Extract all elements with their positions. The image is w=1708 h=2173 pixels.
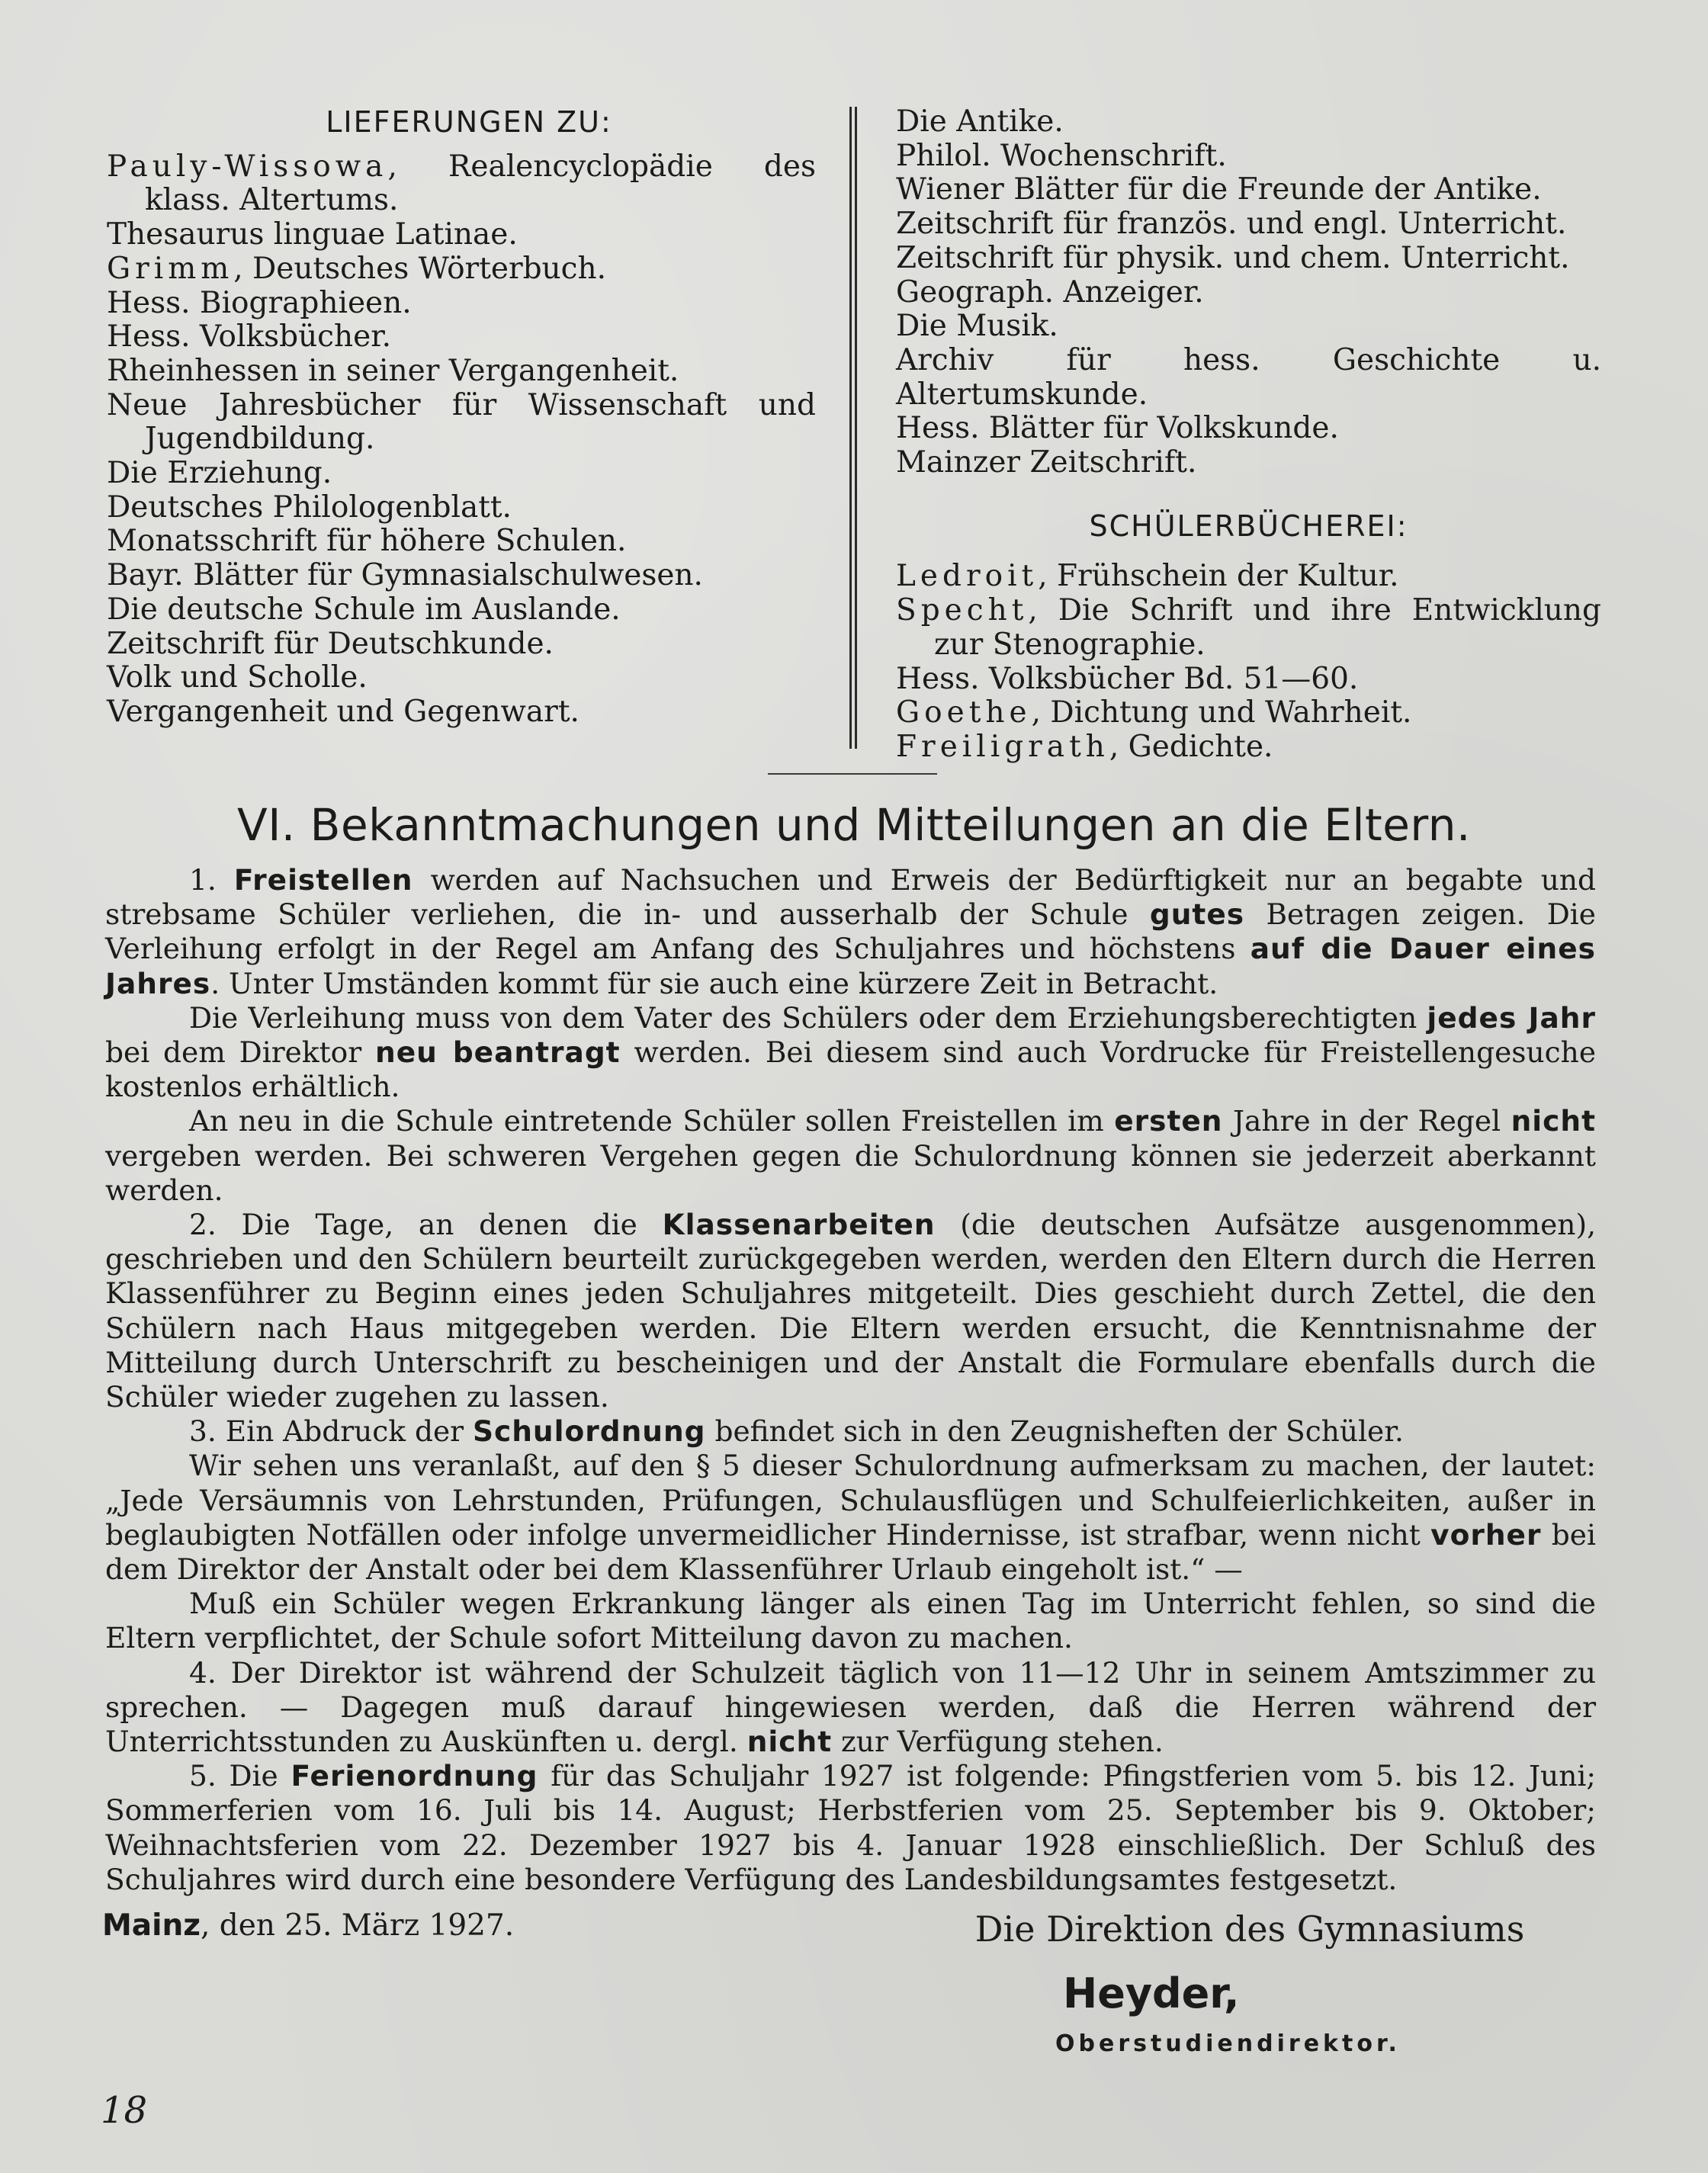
library-heading: SCHÜLERBÜCHEREI: (1089, 509, 1408, 543)
page-number: 18 (101, 2089, 148, 2132)
place: Mainz (102, 1908, 201, 1943)
entry-author: Ledroit (896, 559, 1039, 594)
entry-text: , Dichtung und Wahrheit. (1031, 695, 1412, 730)
delivery-entry (107, 661, 816, 695)
paragraph-text: bei dem Direktor der Anstalt oder bei dem Klassenführer Urlaub eingeholt ist.“ — (105, 1517, 1596, 1587)
delivery-entry (107, 150, 816, 218)
paragraph-text: 2. Die Tage, an denen die (189, 1208, 663, 1242)
delivery-entry (107, 695, 816, 730)
entry-author: Grimm (107, 251, 234, 286)
entry-text: Die Erziehung. (107, 456, 332, 491)
paragraph-text: Muß ein Schüler wegen Erkrankung länger als einen Tag im Unterricht fehlen, so sind die Eltern verpflichtet, der Schule sofort Mitteilung davon zu machen. (105, 1587, 1596, 1655)
entry-author: Pauly-Wissowa (107, 149, 388, 184)
notice-paragraph (105, 1001, 1596, 1105)
emphasis-text: Freistellen (233, 863, 413, 897)
notice-paragraph (105, 1414, 1596, 1449)
paragraph-text: bei dem Direktor (105, 1035, 376, 1070)
delivery-entry (107, 355, 816, 389)
periodical-entry: Die Musik. (896, 309, 1058, 344)
paragraph-text: 5. Die (189, 1759, 291, 1793)
entry-text: Bayr. Blätter für Gymnasialschulwesen. (107, 558, 703, 593)
section-divider (768, 773, 937, 775)
place-date (102, 1908, 514, 1943)
paragraph-text: (die deutschen Aufsätze ausgenommen), geschrieben und den Schülern beurteilt zurückgegeben werden, werden den Eltern durch die Herren Klassenführer zu Beginn eines jeden Schuljahres mitgeteilt. Dies geschieht durch Zettel, die den Schülern nach Haus mitgegeben werden. Die Eltern werden ersucht, die Kenntnisnahme der Mitteilung durch Unterschrift zu bescheinigen und der Anstalt die Formulare ebenfalls durch die Schüler wieder zugehen zu lassen. (105, 1208, 1596, 1414)
delivery-entry (107, 218, 816, 252)
library-entry (896, 560, 1601, 594)
emphasis-text: vorher (1430, 1517, 1542, 1552)
delivery-entry (107, 559, 816, 593)
delivery-entry (107, 252, 816, 287)
delivery-entry (107, 320, 816, 355)
deliveries-list (107, 150, 816, 730)
entry-text: , Frühschein der Kultur. (1038, 559, 1399, 594)
periodical-entry: Die Antike. (896, 104, 1064, 139)
date: , den 25. März 1927. (200, 1908, 515, 1943)
periodical-entry: Philol. Wochenschrift. (896, 138, 1227, 173)
library-entry (896, 663, 1601, 697)
column-divider (849, 107, 857, 749)
emphasis-text: nicht (1511, 1104, 1596, 1138)
entry-text: , Deutsches Wörterbuch. (233, 251, 607, 286)
paragraph-text: 1. (189, 863, 234, 897)
entry-text: , Gedichte. (1109, 729, 1273, 764)
notice-paragraph (105, 1104, 1596, 1208)
paragraph-text: vergeben werden. Bei schweren Vergehen gegen die Schulordnung können sie jederzeit aberkannt werden. (105, 1138, 1596, 1207)
periodical-entry: Zeitschrift für französ. und engl. Unterricht. (896, 207, 1567, 242)
right-column (896, 105, 1601, 765)
entry-text: Die deutsche Schule im Auslande. (107, 592, 621, 627)
deliveries-heading: LIEFERUNGEN ZU: (326, 105, 612, 139)
notice-paragraph (105, 1208, 1596, 1414)
emphasis-text: auf die Dauer eines Jahres (105, 932, 1596, 1000)
periodicals-list (896, 105, 1601, 480)
entry-text: Hess. Volksbücher. (107, 319, 391, 355)
signature-block (102, 1908, 1608, 2061)
delivery-entry (107, 593, 816, 628)
entry-text: Deutsches Philologenblatt. (107, 489, 512, 525)
paragraph-text: . Unter Umständen kommt für sie auch eine kürzere Zeit in Betracht. (210, 966, 1218, 1000)
left-column (107, 105, 816, 730)
paragraph-text: Wir sehen uns veranlaßt, auf den § 5 dieser Schulordnung aufmerksam zu machen, der lautet: „Jede Versäumnis von Lehrstunden, Prüfungen, Schulausflügen und Schulfeierlichkeiten, außer in beglaubigten Notfällen oder infolge unvermeidlicher Hindernisse, ist strafbar, wenn nicht (105, 1449, 1596, 1552)
notice-paragraph (105, 863, 1596, 1001)
delivery-entry (107, 389, 816, 457)
emphasis-text: ersten (1114, 1104, 1223, 1138)
periodical-entry: Geograph. Anzeiger. (896, 274, 1204, 310)
paragraph-text: für das Schuljahr 1927 ist folgende: Pfingstferien vom 5. bis 12. Juni; Sommerferien vom 16. Juli bis 14. August; Herbstferien vom 25. September bis 9. Oktober; Weihnachtsferien vom 22. Dezember 1927 bis 4. Januar 1928 einschließlich. Der Schluß des Schuljahres wird durch eine besondere Verfügung des Landesbildungsamtes festgesetzt. (105, 1759, 1596, 1896)
delivery-entry (107, 457, 816, 491)
emphasis-text: gutes (1149, 897, 1245, 932)
entry-author: Goethe (896, 695, 1032, 730)
paragraph-text: Jahre in der Regel (1222, 1104, 1511, 1138)
entry-author: Freiligrath (896, 729, 1109, 764)
entry-author: Specht (896, 593, 1029, 628)
delivery-entry (107, 491, 816, 525)
entry-text: Hess. Volksbücher Bd. 51—60. (896, 661, 1359, 696)
periodical-entry: Wiener Blätter für die Freunde der Antike. (896, 172, 1542, 207)
notice-paragraph (105, 1587, 1596, 1655)
entry-text: Vergangenheit und Gegenwart. (107, 694, 580, 729)
notice-paragraph (105, 1759, 1596, 1897)
signer-title: Oberstudiendirektor. (1055, 2030, 1401, 2057)
emphasis-text: nicht (746, 1725, 833, 1759)
emphasis-text: Ferienordnung (291, 1759, 538, 1793)
signer-name: Heyder, (1063, 1969, 1240, 2017)
directorate-line: Die Direktion des Gymnasiums (974, 1908, 1525, 1950)
delivery-entry (107, 628, 816, 662)
entry-text: Rheinhessen in seiner Vergangenheit. (107, 353, 679, 388)
paragraph-text: werden auf Nachsuchen und Erweis der Bedürftigkeit nur an begabte und strebsame Schüler verliehen, die in- und ausserhalb der Schule (105, 863, 1597, 932)
delivery-entry (107, 525, 816, 559)
entry-text: Zeitschrift für Deutschkunde. (107, 626, 554, 661)
entry-text: Thesaurus linguae Latinae. (107, 217, 518, 252)
emphasis-text: Schulordnung (473, 1414, 706, 1449)
periodical-entry: Archiv für hess. Geschichte u. Altertumskunde. (896, 342, 1601, 412)
library-entry (896, 730, 1601, 765)
entry-text: Monatsschrift für höhere Schulen. (107, 524, 627, 559)
library-list (896, 560, 1601, 764)
paragraph-text: werden. Bei diesem sind auch Vordrucke für Freistellengesuche kostenlos erhältlich. (105, 1035, 1597, 1104)
paragraph-text: An neu in die Schule eintretende Schüler sollen Freistellen im (189, 1104, 1115, 1138)
paragraph-text: zur Verfügung stehen. (832, 1725, 1164, 1759)
paragraph-text: befindet sich in den Zeugnisheften der Schüler. (705, 1414, 1404, 1449)
entry-text: Hess. Biographieen. (107, 285, 412, 320)
notice-paragraph (105, 1449, 1596, 1587)
notice-paragraph (105, 1656, 1596, 1760)
emphasis-text: neu beantragt (375, 1035, 621, 1070)
library-entry (896, 594, 1601, 662)
periodical-entry: Hess. Blätter für Volkskunde. (896, 411, 1339, 446)
section-title: VI. Bekanntmachungen und Mitteilungen an die Eltern. (237, 799, 1471, 851)
paragraph-text: Betragen zeigen. Die Verleihung erfolgt in der Regel am Anfang des Schuljahres und höchstens (105, 897, 1596, 966)
emphasis-text: Klassenarbeiten (662, 1208, 936, 1242)
entry-text: Neue Jahresbücher für Wissenschaft und Jugendbildung. (107, 387, 816, 457)
delivery-entry (107, 287, 816, 321)
paragraph-text: Die Verleihung muss von dem Vater des Schülers oder dem Erziehungsberechtigten (189, 1000, 1427, 1035)
entry-text: , Die Schrift und ihre Entwicklung zur Stenographie. (934, 593, 1601, 662)
entry-text: Volk und Scholle. (107, 660, 368, 695)
entry-text: , Realencyclopädie des klass. Altertums. (145, 149, 816, 218)
paragraph-text: 3. Ein Abdruck der (189, 1414, 473, 1449)
emphasis-text: jedes Jahr (1427, 1000, 1596, 1035)
periodical-entry: Mainzer Zeitschrift. (896, 445, 1197, 480)
paragraph-text: 4. Der Direktor ist während der Schulzeit täglich von 11—12 Uhr in seinem Amtszimmer zu sprechen. — Dagegen muß darauf hingewiesen werden, daß die Herren während der Unterrichtsstunden zu Auskünften u. dergl. (105, 1655, 1596, 1759)
notices-body (105, 863, 1596, 1897)
periodical-entry: Zeitschrift für physik. und chem. Unterricht. (896, 240, 1570, 275)
library-entry (896, 696, 1601, 730)
